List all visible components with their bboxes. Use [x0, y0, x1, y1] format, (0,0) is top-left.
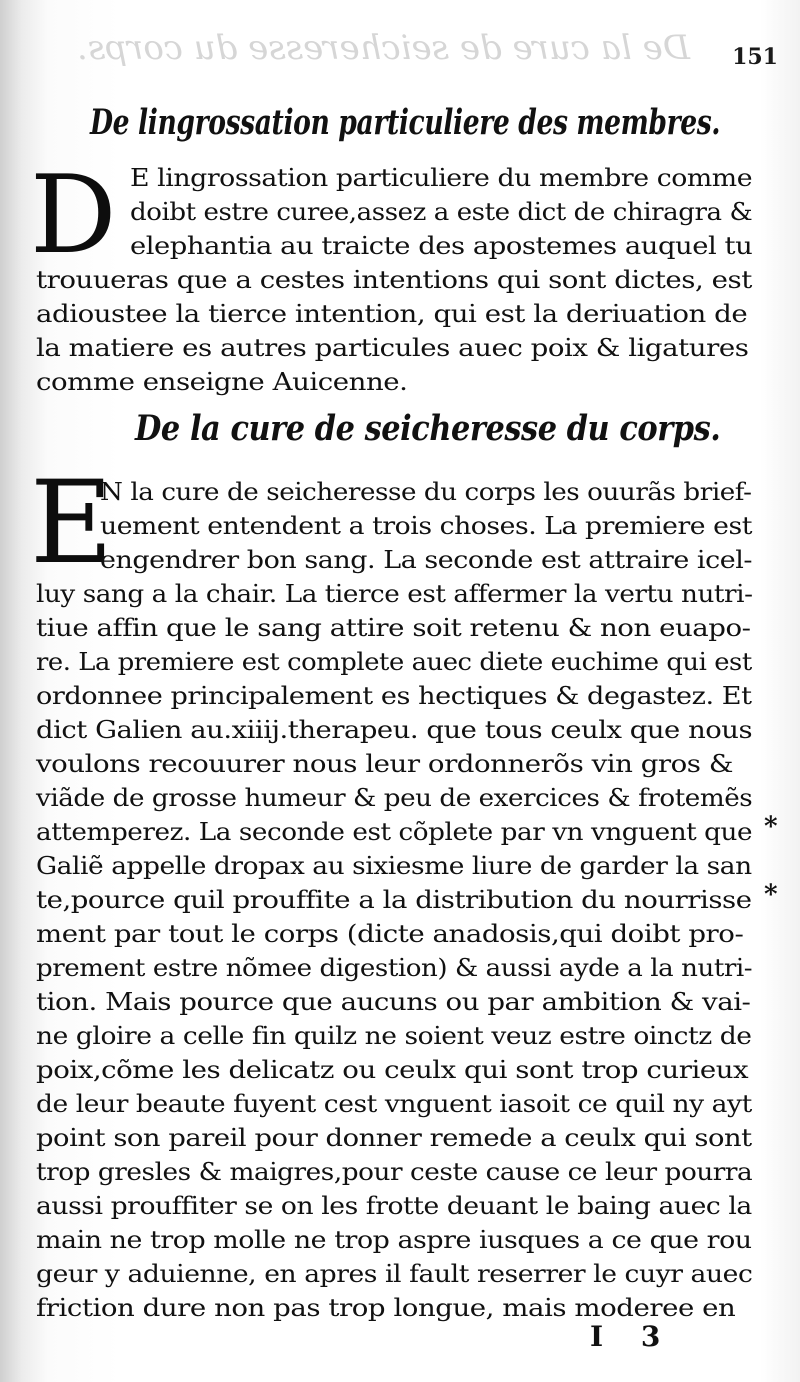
text-line: E lingrossation particuliere du membre comme	[130, 164, 753, 192]
page-number: 151	[732, 44, 778, 70]
text-line: poix,cõme les delicatz ou ceulx qui sont trop curieux	[36, 1056, 749, 1084]
section-heading-ingrossation: De lingrossation particuliere des membres.	[90, 102, 721, 143]
marginal-asterisk: *	[764, 812, 778, 842]
drop-cap-d: D	[30, 153, 117, 278]
text-line: re. La premiere est complete auec diete euchime qui est	[36, 648, 752, 676]
section-heading-seicheresse: De la cure de seicheresse du corps.	[135, 408, 721, 449]
drop-cap-e: E	[30, 456, 114, 589]
text-line: ment par tout le corps (dicte anadosis,qui doibt pro-	[36, 920, 744, 948]
text-line: de leur beaute fuyent cest vnguent iasoit ce quil ny ayt	[36, 1090, 752, 1118]
text-line: main ne trop molle ne trop aspre iusques a ce que rou	[36, 1226, 752, 1254]
text-line: trop gresles & maigres,pour ceste cause ce leur pourra	[36, 1158, 753, 1186]
text-line: te,pource quil prouffite a la distribution du nourrisse	[36, 886, 752, 914]
text-line: trouueras que a cestes intentions qui sont dictes, est	[36, 266, 752, 294]
text-line: adioustee la tierce intention, qui est la deriuation de	[36, 300, 748, 328]
text-line: doibt estre curee,assez a este dict de chiragra &	[130, 198, 753, 226]
text-line: Galiẽ appelle dropax au sixiesme liure de garder la san	[36, 852, 752, 880]
marginal-asterisk: *	[764, 880, 778, 910]
text-line: tion. Mais pource que aucuns ou par ambition & vai-	[36, 988, 751, 1016]
text-line: aussi prouffiter se on les frotte deuant le baing auec la	[36, 1192, 752, 1220]
text-line: attemperez. La seconde est cõplete par vn vnguent que	[36, 818, 753, 846]
signature-mark: I 3	[590, 1320, 675, 1353]
text-line: geur y aduienne, en apres il fault reserrer le cuyr auec	[36, 1260, 753, 1288]
text-line: la matiere es autres particules auec poix & ligatures	[36, 334, 749, 362]
text-line: voulons recouurer nous leur ordonnerõs vin gros &	[36, 750, 733, 778]
text-line: N la cure de seicheresse du corps les ouurãs brief-	[100, 478, 752, 506]
text-line: dict Galien au.xiiij.therapeu. que tous ceulx que nous	[36, 716, 753, 744]
text-line: friction dure non pas trop longue, mais moderee en	[36, 1294, 736, 1322]
text-line: tiue affin que le sang attire soit retenu & non euapo-	[36, 614, 751, 642]
text-line: ne gloire a celle fin quilz ne soient veuz estre oinctz de	[36, 1022, 752, 1050]
text-line: viãde de grosse humeur & peu de exercices & frotemẽs	[36, 784, 753, 812]
text-line: ordonnee principalement es hectiques & degastez. Et	[36, 682, 752, 710]
show-through-running-head: De la cure de seicheresse du corps.	[77, 28, 690, 68]
text-line: prement estre nõmee digestion) & aussi ayde a la nutri-	[36, 954, 753, 982]
text-line: luy sang a la chair. La tierce est affermer la vertu nutri-	[36, 580, 753, 608]
text-line: uement entendent a trois choses. La premiere est	[100, 512, 752, 540]
text-line: comme enseigne Auicenne.	[36, 368, 408, 396]
text-line: engendrer bon sang. La seconde est attraire icel-	[100, 546, 753, 574]
text-line: point son pareil pour donner remede a ceulx qui sont	[36, 1124, 752, 1152]
text-line: elephantia au traicte des apostemes auquel tu	[130, 232, 753, 260]
